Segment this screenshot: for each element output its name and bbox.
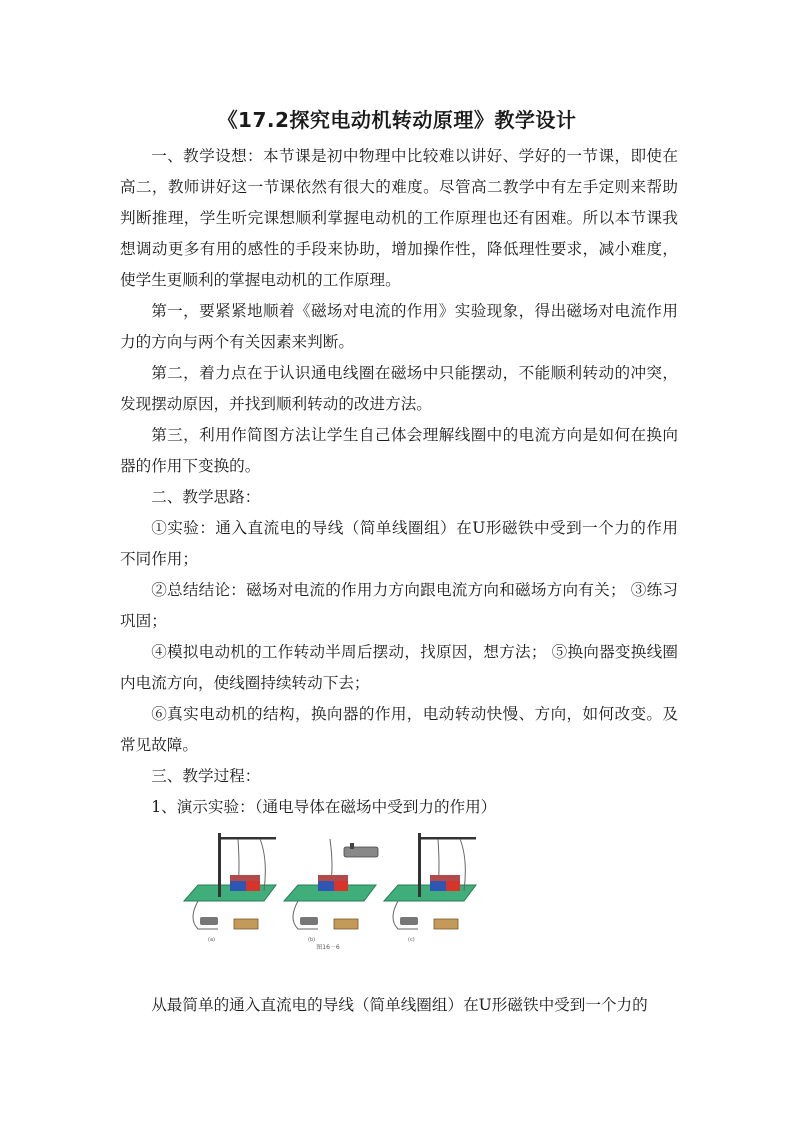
document-title: 《17.2探究电动机转动原理》教学设计 — [217, 108, 577, 132]
panel-label-a: (a) — [208, 937, 215, 943]
paragraph-continuation: 从最简单的通入直流电的导线（简单线圈组）在U形磁铁中受到一个力的 — [151, 996, 648, 1014]
paragraph-second-point: 第二，着力点在于认识通电线圈在磁场中只能摆动，不能顺利转动的冲突，发现摆动原因，并找到顺利转动的改进方法。 — [120, 364, 678, 413]
experiment-illustration — [178, 829, 478, 947]
experiment-panel-c — [384, 833, 476, 943]
paragraph-teaching-idea: 一、教学设想：本节课是初中物理中比较难以讲好、学好的一节课，即使在高二，教师讲好这一节课依然有很大的难度。尽管高二教学中有左手定则来帮助判断推理，学生听完课想顺利掌握电动机的工作原理也还有困难。所以本节课我想调动更多有用的感性的手段来协助，增加操作性，降低理性要求，减小难度，使学生更顺利的掌握电动机的工作原理。 — [120, 147, 678, 289]
experiment-panel-a — [184, 833, 276, 943]
figure-caption: 图16－6 — [316, 944, 340, 951]
list-item-step-6: ⑥真实电动机的结构，换向器的作用，电动转动快慢、方向，如何改变。及常见故障。 — [120, 705, 678, 754]
subheading-demo-experiment: 1、演示实验：（通电导体在磁场中受到力的作用） — [151, 798, 497, 816]
document-body-continued — [120, 990, 678, 1021]
experiment-panel-b — [284, 839, 378, 943]
document-body — [120, 141, 678, 823]
paragraph-third-point: 第三，利用作简图方法让学生自己体会理解线圈中的电流方向是如何在换向器的作用下变换的。 — [120, 426, 678, 475]
panel-label-b: (b) — [308, 937, 316, 943]
section-heading-teaching-thinking: 二、教学思路： — [151, 488, 261, 506]
experiment-figure — [178, 829, 478, 953]
panel-label-c: (c) — [408, 937, 415, 943]
section-heading-teaching-process: 三、教学过程： — [151, 767, 261, 785]
list-item-step-4-5: ④模拟电动机的工作转动半周后摆动，找原因，想方法； ⑤换向器变换线圈内电流方向，使线圈持续转动下去； — [120, 643, 678, 692]
list-item-step-1: ①实验：通入直流电的导线（简单线圈组）在U形磁铁中受到一个力的作用不同作用； — [120, 519, 678, 568]
paragraph-first-point: 第一，要紧紧地顺着《磁场对电流的作用》实验现象，得出磁场对电流作用力的方向与两个有关因素来判断。 — [120, 302, 678, 351]
list-item-step-2-3: ②总结结论：磁场对电流的作用力方向跟电流方向和磁场方向有关； ③练习巩固； — [120, 581, 678, 630]
